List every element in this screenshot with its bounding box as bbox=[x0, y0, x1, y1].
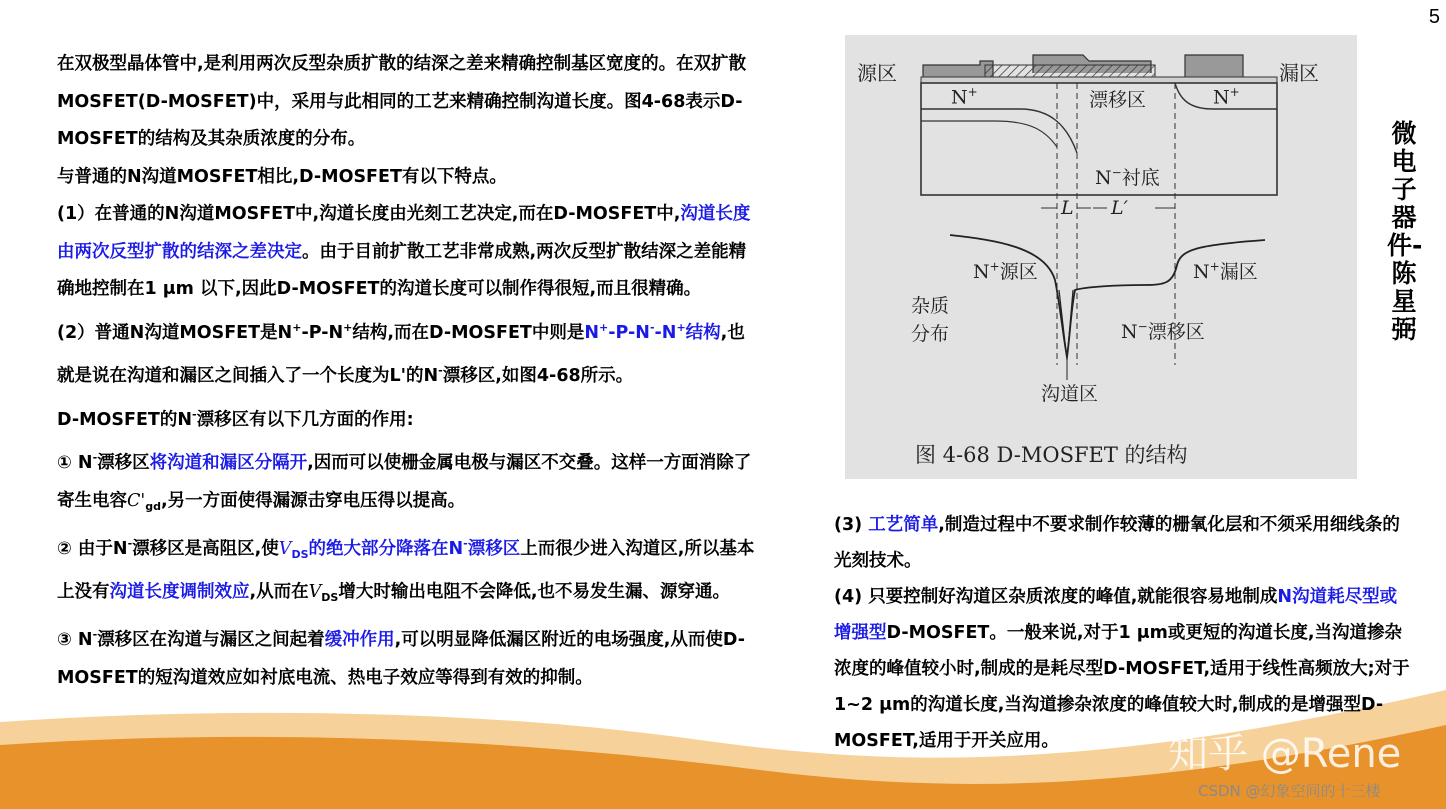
paragraph-point-4: (4) 只要控制好沟道区杂质浓度的峰值,就能很容易地制成N沟道耗尽型或增强型D-MOSFET。一般来说,对于1 μm或更短的沟道长度,当沟道掺杂浓度的峰值较小时,制成的是耗尽型D-MOSFET,适用于线性高频放大;对于1~2 μm的沟道长度,当沟道掺杂浓度的峰值较大时,制成的是增强型D-MOSFET,适用于开关应用。 bbox=[834, 587, 1410, 751]
figure-label-source: 源区 bbox=[857, 61, 897, 85]
paragraph-intro: 在双极型晶体管中,是利用两次反型杂质扩散的结深之差来精确控制基区宽度的。在双扩散 MOSFET(D-MOSFET)中，采用与此相同的工艺来精确控制沟道长度。图4-68表示D-MOSFET的结构及其杂质浓度的分布。 bbox=[57, 54, 747, 149]
figure-label-n-drift: N−漂移区 bbox=[1121, 319, 1205, 343]
figure-label-drift: 漂移区 bbox=[1089, 89, 1147, 111]
highlight-modulation: 沟道长度调制效应 bbox=[109, 581, 250, 602]
figure-label-n-plus-left: N+ bbox=[951, 85, 978, 109]
highlight-simple-process: 工艺简单 bbox=[868, 515, 939, 535]
paragraph-role-2: ② 由于N-漂移区是高阻区,使$V_{DS}$的绝大部分降落在N-漂移区上而很少进入沟道区,所以基本上没有沟道长度调制效应,从而在$V_{DS}$增大时输出电阻不会降低,也不易发生漏、源穿通。 bbox=[57, 537, 755, 604]
figure-label-drain: 漏区 bbox=[1279, 61, 1319, 85]
watermark-zhihu: 知乎 @Rene bbox=[1168, 731, 1402, 777]
watermark-csdn: CSDN @幻象空间的十三楼 bbox=[1198, 782, 1381, 800]
figure-label-impurity-1: 杂质 bbox=[911, 295, 950, 317]
figure-label-impurity-2: 分布 bbox=[911, 323, 950, 345]
left-text-column bbox=[57, 46, 757, 697]
paragraph-point-1: (1）在普通的N沟道MOSFET中,沟道长度由光刻工艺决定,而在D-MOSFET中,沟道长度由两次反型扩散的结深之差决定。由于目前扩散工艺非常成熟,两次反型扩散结深之差能精确地控制在1 μm 以下,因此D-MOSFET的沟道长度可以制作得很短,而且很精确。 bbox=[57, 204, 751, 299]
paragraph-point-2: (2）普通N沟道MOSFET是N+-P-N+结构,而在D-MOSFET中则是N+-P-N--N+结构,也就是说在沟道和漏区之间插入了一个长度为L'的N-漂移区,如图4-68所示。 bbox=[57, 320, 745, 386]
paragraph-role-1: ① N-漂移区将沟道和漏区分隔开,因而可以使栅金属电极与漏区不交叠。这样一方面消除了寄生电容$C'_{gd}$,另一方面使得漏源击穿电压得以提高。 bbox=[57, 451, 752, 513]
figure-label-L-prime: L′ bbox=[1111, 197, 1128, 219]
figure-4-68 bbox=[845, 35, 1357, 479]
figure-label-L: L bbox=[1061, 197, 1074, 219]
page-number: 5 bbox=[1428, 6, 1440, 28]
figure-label-n-source: N+源区 bbox=[973, 259, 1038, 283]
highlight-vds-drop: $V_{DS}$的绝大部分降落在N-漂移区 bbox=[278, 537, 521, 561]
paragraph-role-3: ③ N-漂移区在沟道与漏区之间起着缓冲作用,可以明显降低漏区附近的电场强度,从而使D-MOSFET的短沟道效应如衬底电流、热电子效应等得到有效的抑制。 bbox=[57, 628, 746, 688]
figure-label-n-plus-right: N+ bbox=[1213, 85, 1240, 109]
side-title: 微电子器件-陈星弼 bbox=[1387, 119, 1423, 344]
figure-label-n-drain: N+漏区 bbox=[1193, 259, 1258, 283]
highlight-structure: N+-P-N--N+结构 bbox=[584, 320, 721, 343]
paragraph-drift-role: D-MOSFET的N-漂移区有以下几方面的作用: bbox=[57, 407, 414, 430]
highlight-buffer: 缓冲作用 bbox=[324, 630, 395, 650]
highlight-depletion-enhancement: N沟道耗尽型或增强型 bbox=[834, 587, 1398, 643]
paragraph-compare: 与普通的N沟道MOSFET相比,D-MOSFET有以下特点。 bbox=[57, 166, 507, 187]
figure-label-channel: 沟道区 bbox=[1041, 383, 1099, 405]
figure-caption: 图 4-68 D-MOSFET 的结构 bbox=[915, 443, 1188, 467]
paragraph-point-3: (3) 工艺简单,制造过程中不要求制作较薄的栅氧化层和不须采用细线条的光刻技术。 bbox=[834, 515, 1400, 571]
highlight-channel-length: 沟道长度由两次反型扩散的结深之差决定 bbox=[57, 204, 751, 262]
highlight-separate: 将沟道和漏区分隔开 bbox=[149, 453, 308, 473]
figure-label-substrate: N−衬底 bbox=[1095, 165, 1160, 189]
